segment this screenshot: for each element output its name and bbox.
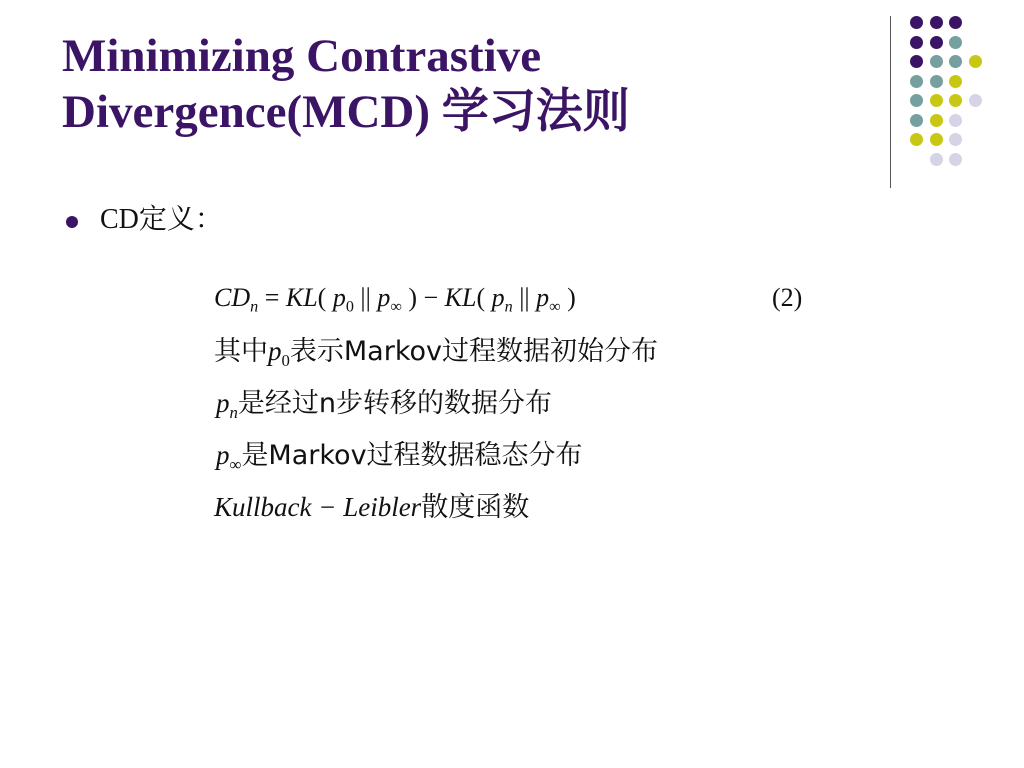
decorative-dot: [969, 55, 982, 68]
decorative-dot: [949, 55, 962, 68]
decorative-dot: [910, 36, 923, 49]
line3-text: 是Markov过程数据稳态分布: [241, 440, 583, 471]
eq-cd: CD: [214, 283, 251, 312]
equation-number: (2): [772, 283, 803, 312]
decorative-dot-grid: [0, 0, 1024, 200]
line2-var: p: [216, 388, 230, 418]
line4-var: Kullback − Leibler: [214, 492, 422, 522]
decorative-dot: [949, 75, 962, 88]
decorative-dot: [949, 153, 962, 166]
eq-sep-2: ||: [512, 283, 537, 312]
slide-title-line-1: Minimizing Contrastive: [62, 30, 542, 82]
decorative-dot: [930, 55, 943, 68]
line4-text: 散度函数: [421, 492, 530, 523]
decorative-dot: [910, 16, 923, 29]
definition-line-kl: [214, 488, 529, 527]
bullet-text: CD定义：: [100, 204, 223, 235]
definition-line-pinf: [216, 436, 583, 475]
decorative-dot: [949, 133, 962, 146]
decorative-dot: [910, 75, 923, 88]
eq-minus: −: [416, 283, 445, 312]
bullet-marker: [66, 216, 78, 228]
decorative-dot: [930, 133, 943, 146]
decorative-dot: [910, 133, 923, 146]
decorative-dot: [930, 36, 943, 49]
eq-p0-sub: 0: [345, 298, 354, 316]
eq-pinf-2: p: [536, 283, 550, 312]
decorative-dot: [930, 94, 943, 107]
eq-pn: p: [491, 283, 505, 312]
eq-close-1: ): [401, 283, 417, 312]
eq-pinf-2-sub: ∞: [549, 298, 561, 316]
eq-pn-sub: n: [504, 298, 513, 316]
decorative-dot: [910, 94, 923, 107]
eq-equals: =: [258, 283, 286, 312]
decorative-dot: [910, 114, 923, 127]
eq-kl-2: KL: [444, 283, 477, 312]
definition-line-pn: [216, 384, 552, 423]
decorative-dot: [949, 114, 962, 127]
line3-var: p: [216, 440, 230, 470]
decorative-dot: [949, 94, 962, 107]
decorative-dot: [910, 55, 923, 68]
eq-open-1: (: [317, 283, 333, 312]
eq-pinf-1-sub: ∞: [390, 298, 402, 316]
equation: [214, 280, 576, 316]
line1-text: 表示Markov过程数据初始分布: [289, 336, 658, 367]
decorative-dot: [930, 16, 943, 29]
line2-sub: n: [229, 402, 238, 422]
decorative-dot: [930, 153, 943, 166]
eq-p0: p: [332, 283, 346, 312]
eq-sep-1: ||: [353, 283, 378, 312]
slide-title-line-2: Divergence(MCD) 学习法则: [62, 86, 630, 138]
eq-pinf-1: p: [377, 283, 391, 312]
line3-sub: ∞: [229, 454, 242, 474]
eq-close-2: ): [560, 283, 576, 312]
eq-kl-1: KL: [285, 283, 318, 312]
definition-line-p0: [214, 332, 658, 371]
line2-text: 是经过n步转移的数据分布: [237, 388, 552, 419]
decorative-dot: [969, 94, 982, 107]
eq-open-2: (: [476, 283, 492, 312]
decorative-dot: [949, 16, 962, 29]
line1-prefix: 其中: [214, 336, 268, 367]
line1-sub: 0: [281, 350, 290, 370]
decorative-dot: [949, 36, 962, 49]
eq-cd-sub: n: [250, 298, 259, 316]
decorative-dot: [930, 114, 943, 127]
decorative-dot: [930, 75, 943, 88]
line1-var: p: [268, 336, 282, 366]
